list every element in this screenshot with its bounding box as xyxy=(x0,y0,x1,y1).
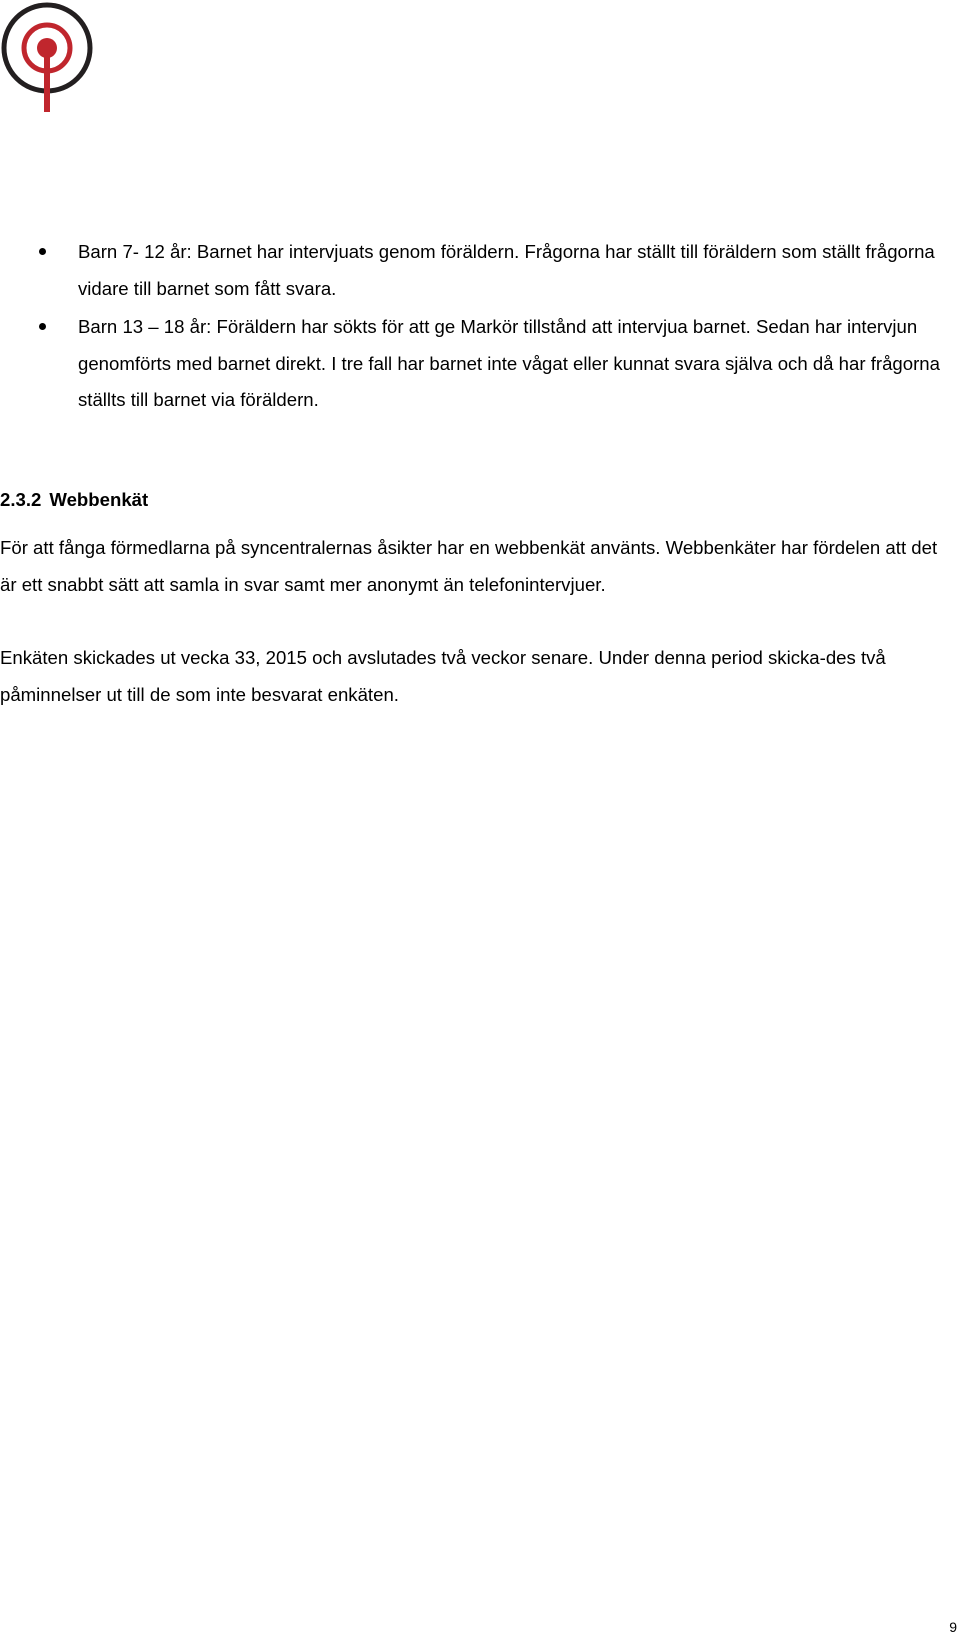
bullet-list xyxy=(0,234,960,419)
target-pin-logo-icon xyxy=(0,0,98,114)
bullet-icon xyxy=(39,248,46,255)
section-title: Webbenkät xyxy=(49,489,149,510)
paragraph-webbenkat: För att fånga förmedlarna på syncentralernas åsikter har en webbenkät använts. Webbenkäter har fördelen att det är ett snabbt sätt att samla in svar samt mer anonymt än telefonintervjuer. xyxy=(0,537,938,595)
section-number: 2.3.2 xyxy=(0,489,42,510)
list-item xyxy=(0,234,960,307)
bullet-text: Barn 7- 12 år: Barnet har intervjuats genom föräldern. Frågorna har ställt till föräldern som ställt frågorna vidare till barnet som fått svara. xyxy=(78,241,935,299)
paragraph-enkat-schedule: Enkäten skickades ut vecka 33, 2015 och avslutades två veckor senare. Under denna period skicka-des två påminnelser ut till de som inte besvarat enkäten. xyxy=(0,647,886,705)
bullet-text: Barn 13 – 18 år: Föräldern har sökts för att ge Markör tillstånd att intervjua barnet. Sedan har intervjun genomförts med barnet direkt. I tre fall har barnet inte vågat eller kunnat svara själva och då har frågorna ställts till barnet via föräldern. xyxy=(78,316,940,410)
bullet-icon xyxy=(39,323,46,330)
page-number: 9 xyxy=(949,1619,957,1635)
list-item xyxy=(0,309,960,419)
section-heading xyxy=(0,487,148,513)
